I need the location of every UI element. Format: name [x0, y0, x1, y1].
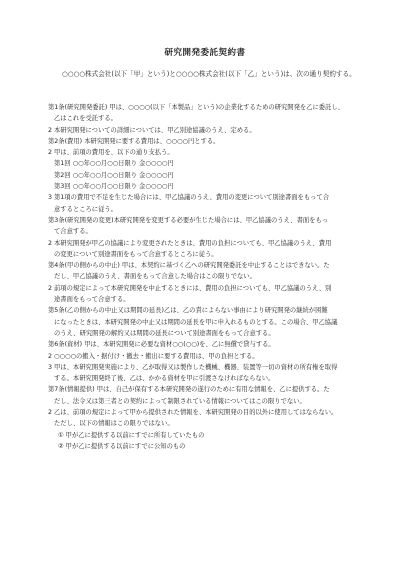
contract-line: 第4条(甲の側からの中止) 甲は、本契約に基づく乙への研究開発委託を中止することはできない。た — [48, 262, 330, 270]
contract-line: 2 本研究開発が甲乙の協議により変更されたときは、費用の負担についても、甲乙協議のうえ、費用 — [48, 239, 332, 247]
document-title: 研究開発委託契約書 — [164, 48, 246, 58]
contract-line: 第3回 ○○年○○月○○日限り 金○○○○円 — [54, 183, 174, 191]
contract-line: 第1条(研究開発委託) 甲は、○○○○(以下「本製品」という)の企業化するための研究開発を乙に委託し、 — [48, 104, 344, 111]
contract-line: 2 甲は、前項の費用を、以下の通り支払う。 — [48, 149, 174, 157]
contract-line: のうえ、研究開発の解約又は期間の延長について別途書面をもって合意する。 — [54, 329, 275, 337]
contract-line: 2 前項の規定によって本研究開発を中止するときには、費用の負担についても、甲乙協議のうえ、別 — [48, 284, 332, 292]
contract-line: 第2回 ○○年○○月○○日限り 金○○○○円 — [54, 171, 174, 179]
contract-line: ただし、以下の情報はこの限りではない。 — [54, 420, 174, 428]
contract-line: 2 ○○○○の搬入・据付け・撤去・搬出に要する費用は、甲の負担とする。 — [48, 352, 259, 360]
contract-line: 3 第1項の費用で不足を生じた場合には、甲乙協議のうえ、費用の変更について別途書面をもって合 — [48, 194, 330, 202]
contract-line: する。本研究開発終了後、乙は、かかる資材を甲に引渡さなければならない。 — [54, 375, 275, 383]
contract-line: 2 乙は、前項の規定によって甲から提供された情報を、本研究開発の目的以外に使用してはならない。 — [48, 409, 338, 417]
contract-body — [48, 102, 396, 452]
contract-line: 第3条(研究開発の変更)本研究開発を変更する必要が生じた場合には、甲乙協議のうえ、書面をもっ — [48, 216, 329, 224]
contract-line: の変更について別途書面をもって合意するところに従う。 — [54, 250, 218, 258]
contract-line: になったときは、本研究開発の中止又は期間の延長を甲に申入れるものとする。この場合、甲乙協議 — [54, 318, 338, 326]
contract-line: 第5条(乙の側からの中止又は期間の延長)乙は、乙の責によらない事由により研究開発の継続が困難 — [48, 307, 328, 315]
intro-paragraph: ○○○○株式会社(以下「甲」という)と○○○○株式会社(以下「乙」という)は、次の通り契約する。 — [62, 70, 356, 78]
contract-line: 意するところに従う。 — [54, 205, 117, 213]
contract-line: 2 本研究開発についての詳細については、甲乙別途協議のうえ、定める。 — [48, 126, 256, 134]
contract-line: 第1回 ○○年○○月○○日限り 金○○○○円 — [54, 160, 174, 168]
contract-line: 第7条(情報提供) 甲は、自己が保有する本研究開発の遂行のために有用な情報を、乙に提供する。た — [48, 386, 330, 394]
contract-line: 第6条(資材) 甲は、本研究開発に必要な資材○○(○○)を、乙に無償で貸与する。 — [48, 341, 275, 349]
contract-line: だし、甲乙協議のうえ、書面をもって合意した場合はこの限りでない。 — [54, 273, 256, 281]
contract-line: 3 甲は、本研究開発実施により、乙が取得又は製作した機械、機器、装置等一切の資材の所有権を取得 — [48, 363, 338, 371]
contract-line: ① 甲が乙に提供する以前にすでに所有していたもの — [58, 431, 205, 439]
contract-line: 第2条(費用) 本研究開発に要する費用は、○○○○円とする。 — [48, 137, 220, 145]
contract-line: ② 甲が乙に提供する以前にすでに公知のもの — [58, 442, 186, 450]
contract-line: 途書面をもって合意する。 — [54, 296, 130, 304]
contract-line: だし、法令又は第三者との契約によって制限されている情報についてはこの限りでない。 — [54, 397, 306, 405]
contract-line: て合意する。 — [54, 228, 92, 236]
contract-line: 乙はこれを受託する。 — [54, 115, 117, 123]
